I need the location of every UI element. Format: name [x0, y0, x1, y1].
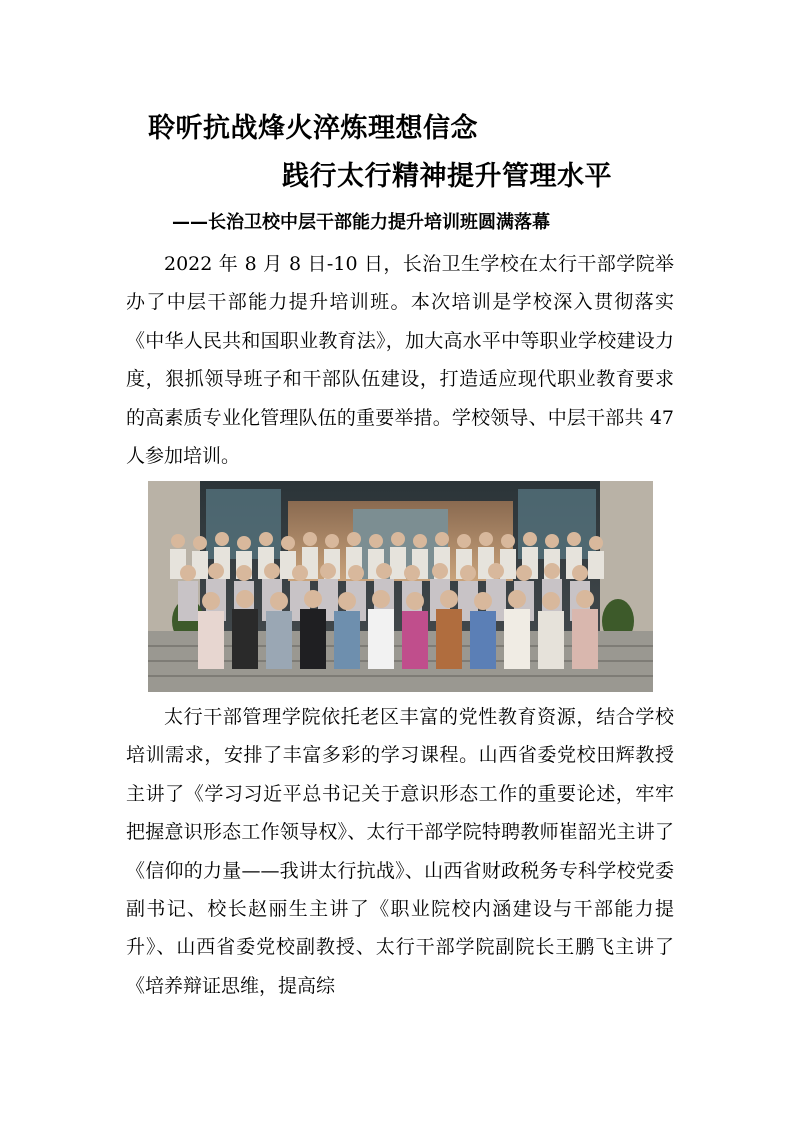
article-paragraph-2: 太行干部管理学院依托老区丰富的党性教育资源，结合学校培训需求，安排了丰富多彩的学习课程。山西省委党校田辉教授主讲了《学习习近平总书记关于意识形态工作的重要论述，牢牢把握意识形态工作领导权》、太行干部学院特聘教师崔韶光主讲了《信仰的力量——我讲太行抗战》、山西省财政税务专科学校党委副书记、校长赵丽生主讲了《职业院校内涵建设与干部能力提升》、山西省委党校副教授、太行干部学院副院长王鹏飞主讲了《培养辩证思维，提高综: [126, 706, 674, 997]
article-title-line1: 聆听抗战烽火淬炼理想信念: [148, 113, 478, 144]
group-photo: [148, 481, 653, 692]
article-paragraph-1: 2022 年 8 月 8 日-10 日，长治卫生学校在太行干部学院举办了中层干部能力提升培训班。本次培训是学校深入贯彻落实《中华人民共和国职业教育法》，加大高水平中等职业学校建设力度，狠抓领导班子和干部队伍建设，打造适应现代职业教育要求的高素质专业化管理队伍的重要举措。学校领导、中层干部共 47 人参加培训。: [126, 253, 674, 468]
article-title-line2: 践行太行精神提升管理水平: [282, 161, 612, 192]
article-subtitle: ——长治卫校中层干部能力提升培训班圆满落幕: [172, 212, 550, 233]
group-photo-icon: [148, 481, 653, 692]
